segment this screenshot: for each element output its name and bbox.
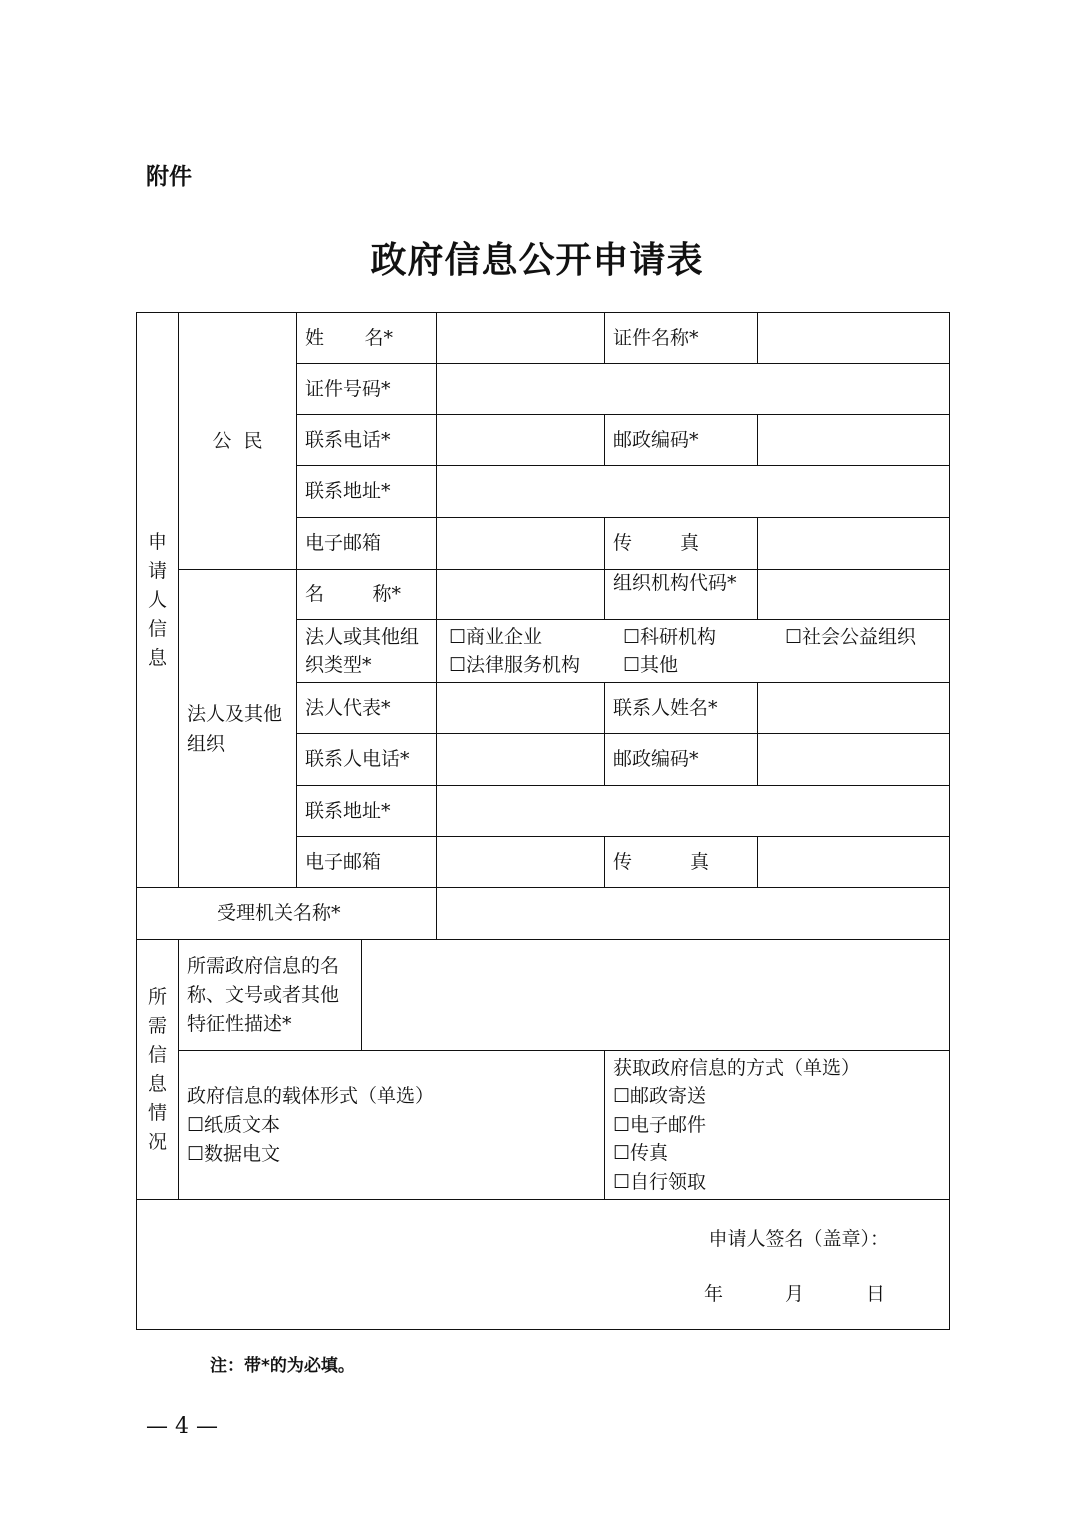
citizen-fax-label: 传 真 — [605, 518, 758, 570]
application-form — [136, 312, 950, 1330]
info-description-label: 所需政府信息的名称、文号或者其他特征性描述* — [179, 940, 362, 1051]
org-type-other-checkbox[interactable]: ☐其他 — [623, 654, 679, 676]
org-contact-name-label: 联系人姓名* — [605, 683, 758, 734]
citizen-label: 公 民 — [179, 313, 297, 570]
org-code-field[interactable] — [758, 570, 950, 620]
citizen-id-number-label: 证件号码* — [297, 364, 437, 415]
org-address-field[interactable] — [437, 786, 950, 837]
date-month-label: 月 — [784, 1282, 804, 1305]
citizen-email-label: 电子邮箱 — [297, 518, 437, 570]
org-type-options — [437, 620, 950, 683]
delivery-method-title: 获取政府信息的方式（单选） — [613, 1056, 861, 1079]
page-number: — 4 — — [146, 1414, 218, 1439]
org-legal-rep-label: 法人代表* — [297, 683, 437, 734]
org-legal-rep-field[interactable] — [437, 683, 605, 734]
carrier-paper-checkbox[interactable]: ☐纸质文本 — [187, 1113, 281, 1136]
citizen-address-label: 联系地址* — [297, 466, 437, 518]
method-pickup-checkbox[interactable]: ☐自行领取 — [613, 1170, 707, 1193]
org-type-commercial-checkbox[interactable]: ☐商业企业 — [449, 626, 543, 648]
signature-date — [145, 1280, 941, 1309]
org-postcode-field[interactable] — [758, 734, 950, 786]
method-fax-checkbox[interactable]: ☐传真 — [613, 1142, 669, 1165]
attachment-label: 附件 — [146, 164, 192, 190]
citizen-postcode-field[interactable] — [758, 415, 950, 466]
info-needed-label: 所 需 信 息 情 况 — [137, 940, 179, 1200]
org-email-label: 电子邮箱 — [297, 837, 437, 888]
citizen-phone-field[interactable] — [437, 415, 605, 466]
org-address-label: 联系地址* — [297, 786, 437, 837]
page-title: 政府信息公开申请表 — [370, 239, 704, 281]
citizen-email-field[interactable] — [437, 518, 605, 570]
org-fax-field[interactable] — [758, 837, 950, 888]
method-post-checkbox[interactable]: ☐邮政寄送 — [613, 1085, 707, 1108]
agency-field[interactable] — [437, 888, 950, 940]
citizen-address-field[interactable] — [437, 466, 950, 518]
org-name-label: 名 称* — [297, 570, 437, 620]
org-code-label: 组织机构代码* — [605, 570, 758, 620]
citizen-name-label: 姓 名* — [297, 313, 437, 364]
org-name-field[interactable] — [437, 570, 605, 620]
carrier-format-title: 政府信息的载体形式（单选） — [187, 1084, 435, 1107]
org-postcode-label: 邮政编码* — [605, 734, 758, 786]
method-email-checkbox[interactable]: ☐电子邮件 — [613, 1113, 707, 1136]
org-contact-phone-label: 联系人电话* — [297, 734, 437, 786]
organization-label: 法人及其他组织 — [179, 570, 297, 888]
delivery-method-cell — [605, 1051, 950, 1200]
org-type-label: 法人或其他组织类型* — [297, 620, 437, 683]
signature-label: 申请人签名（盖章）： — [708, 1227, 889, 1250]
org-email-field[interactable] — [437, 837, 605, 888]
citizen-phone-label: 联系电话* — [297, 415, 437, 466]
org-type-legal-services-checkbox[interactable]: ☐法律服务机构 — [449, 654, 581, 676]
citizen-id-type-label: 证件名称* — [605, 313, 758, 364]
org-type-welfare-checkbox[interactable]: ☐社会公益组织 — [785, 626, 917, 648]
citizen-postcode-label: 邮政编码* — [605, 415, 758, 466]
org-fax-label: 传 真 — [605, 837, 758, 888]
org-contact-name-field[interactable] — [758, 683, 950, 734]
required-note: 注：带*的为必填。 — [210, 1356, 355, 1376]
date-year-label: 年 — [703, 1282, 723, 1305]
citizen-name-field[interactable] — [437, 313, 605, 364]
applicant-info-label: 申 请 人 信 息 — [137, 313, 179, 888]
info-description-field[interactable] — [362, 940, 950, 1051]
citizen-fax-field[interactable] — [758, 518, 950, 570]
carrier-electronic-checkbox[interactable]: ☐数据电文 — [187, 1142, 281, 1165]
agency-label: 受理机关名称* — [137, 888, 437, 940]
signature-cell — [137, 1200, 950, 1330]
org-contact-phone-field[interactable] — [437, 734, 605, 786]
org-type-research-checkbox[interactable]: ☐科研机构 — [623, 626, 717, 648]
date-day-label: 日 — [865, 1282, 885, 1305]
carrier-format-cell — [179, 1051, 605, 1200]
citizen-id-number-field[interactable] — [437, 364, 950, 415]
citizen-id-type-field[interactable] — [758, 313, 950, 364]
